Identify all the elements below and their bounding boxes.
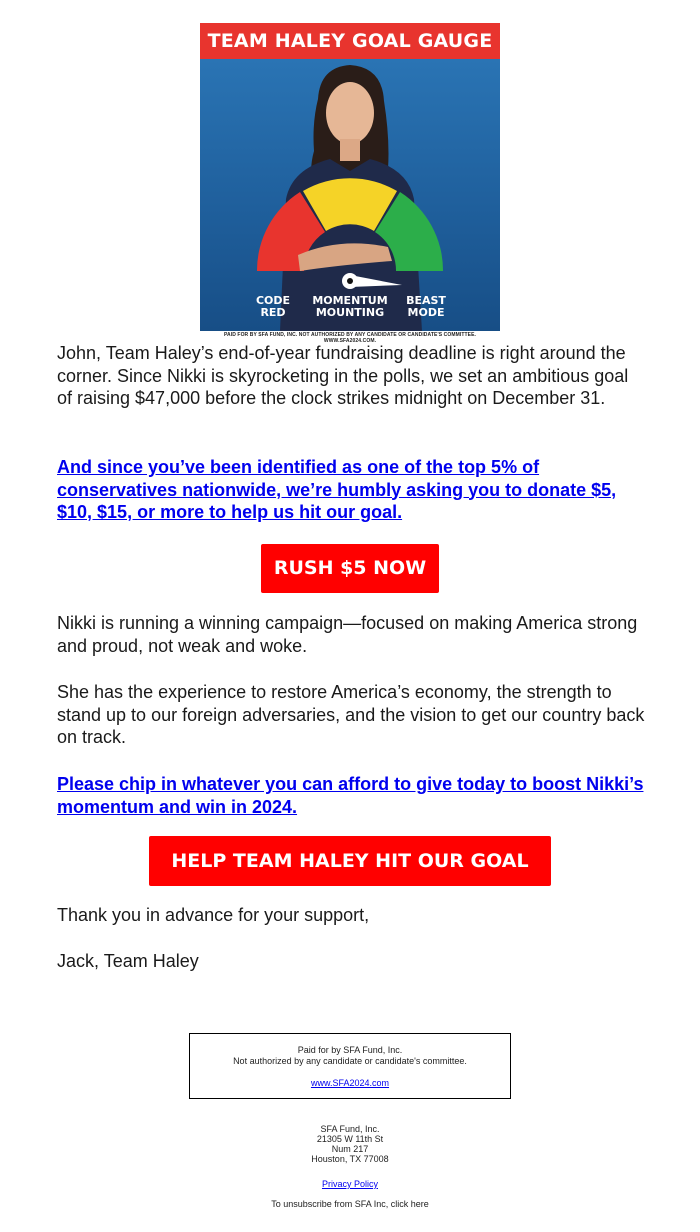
hit-goal-button[interactable]: HELP TEAM HALEY HIT OUR GOAL [149,836,551,886]
thank-you-line: Thank you in advance for your support, [57,905,370,925]
gauge-label-line: RED [260,306,286,319]
gauge-label-line: BEAST [406,294,446,307]
gauge-label-code-red [248,295,298,319]
donate-ask-link[interactable]: And since you’ve been identified as one of the top 5% of conservatives nationwide, we’re humbly asking you to donate $5, $10, $15, or more to help us hit our goal. [57,457,617,522]
gauge-label-momentum [302,295,398,319]
privacy-policy-link[interactable]: Privacy Policy [321,1179,378,1189]
paid-for-text: Paid for by SFA Fund, Inc. [297,1045,403,1055]
not-authorized-text: Not authorized by any candidate or candidate's committee. [233,1056,467,1066]
gauge-label-line: MOMENTUM [312,294,388,307]
gauge-label-beast-mode [401,295,451,319]
address-line: 21305 W 11th St [316,1134,384,1144]
privacy-wrap [200,1179,500,1189]
rush-5-button[interactable]: RUSH $5 NOW [261,544,439,593]
disclaimer-box [189,1033,511,1099]
goal-gauge-image[interactable] [200,23,500,344]
address-line: Num 217 [331,1144,369,1154]
experience-paragraph: She has the experience to restore America’s economy, the strength to stand up to our foreign adversaries, and the vision to get our country back on track. [57,682,645,747]
campaign-paragraph: Nikki is running a winning campaign—focused on making America strong and proud, not weak and woke. [57,613,638,656]
site-link[interactable]: www.SFA2024.com [310,1078,390,1088]
chip-in-link[interactable]: Please chip in whatever you can afford to give today to boost Nikki’s momentum and win in 2024. [57,774,644,817]
gauge-banner: TEAM HALEY GOAL GAUGE [200,23,500,59]
address-line: SFA Fund, Inc. [320,1124,380,1134]
candidate-photo [200,59,500,331]
gauge-label-line: MOUNTING [315,306,385,319]
address-line: Houston, TX 77008 [311,1154,389,1164]
gauge-label-line: MODE [407,306,445,319]
signature: Jack, Team Haley [57,951,199,971]
image-disclaimer: PAID FOR BY SFA FUND, INC. NOT AUTHORIZED BY ANY CANDIDATE OR CANDIDATE'S COMMITTEE. WWW.SFA2024.COM. [223,332,477,344]
unsubscribe-link[interactable]: To unsubscribe from SFA Inc, click here [271,1199,429,1209]
intro-paragraph: John, Team Haley’s end-of-year fundraising deadline is right around the corner. Since Nikki is skyrocketing in the polls, we set an ambitious goal of raising $47,000 before the clock strikes midnight on December 31. [57,343,629,408]
mailing-address [200,1124,500,1164]
gauge-label-line: CODE [255,294,291,307]
